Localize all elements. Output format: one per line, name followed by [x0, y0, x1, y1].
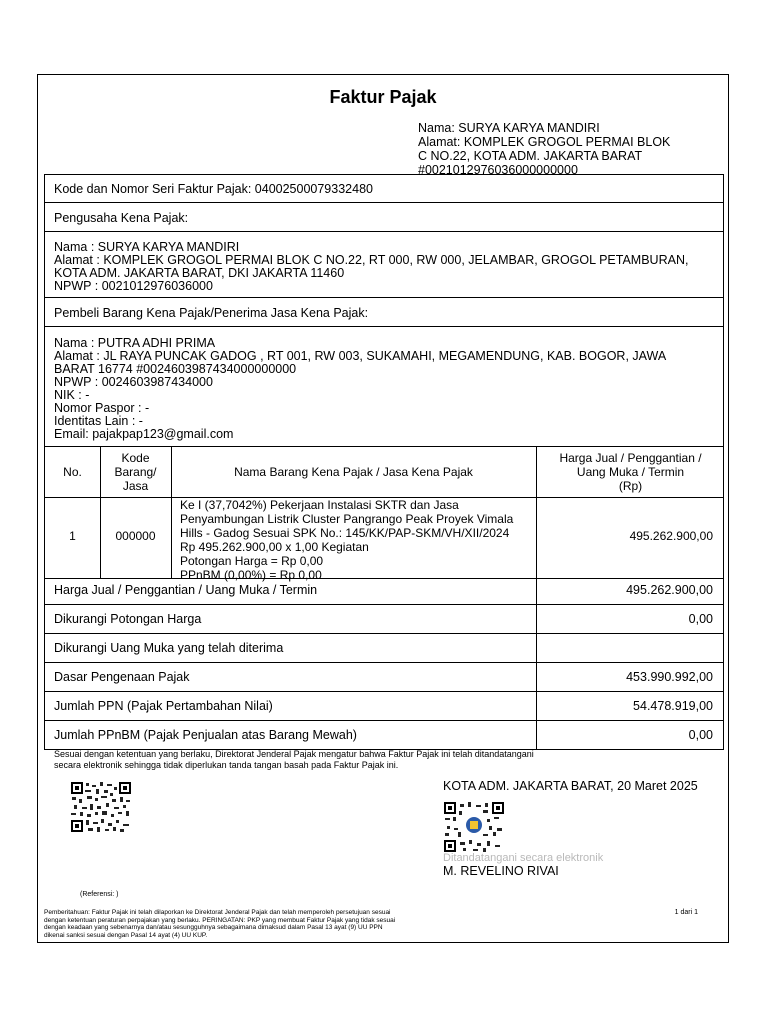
electronic-signature-note	[54, 749, 534, 771]
header-no: No.	[63, 465, 82, 479]
summary-row-discount	[44, 604, 724, 634]
seller-section-header	[44, 202, 724, 232]
row-description-line4: Rp 495.262.900,00 x 1,00 Kegiatan	[180, 540, 369, 554]
summary-label: Harga Jual / Penggantian / Uang Muka / Termin	[54, 583, 318, 597]
summary-label: Dasar Pengenaan Pajak	[54, 670, 190, 684]
serial-number-text: Kode dan Nomor Seri Faktur Pajak: 04002500079332480	[54, 182, 373, 196]
buyer-section-label: Pembeli Barang Kena Pajak/Penerima Jasa Kena Pajak:	[54, 306, 369, 320]
signature-place-date: KOTA ADM. JAKARTA BARAT, 20 Maret 2025	[443, 779, 698, 793]
seller-name: Nama : SURYA KARYA MANDIRI	[54, 240, 240, 254]
seller-section-label: Pengusaha Kena Pajak:	[54, 211, 189, 225]
footer-line2: dengan ketentuan peraturan perpajakan yang berlaku. PERINGATAN: PKP yang membuat Faktur Pajak yang tidak sesuai	[44, 916, 396, 924]
summary-row-tax-base	[44, 662, 724, 692]
seller-address-line1: Alamat : KOMPLEK GROGOL PERMAI BLOK C NO.22, RT 000, RW 000, JELAMBAR, GROGOL PETAMBURAN,	[54, 253, 689, 267]
row-item-code: 000000	[115, 529, 156, 543]
header-item-code	[100, 451, 171, 493]
summary-value: 54.478.919,00	[633, 699, 713, 713]
buyer-details	[44, 326, 724, 447]
row-description-line1: Ke I (37,7042%) Pekerjaan Instalasi SKTR dan Jasa	[180, 498, 459, 512]
buyer-nik: NIK : -	[54, 388, 90, 402]
column-divider	[536, 604, 537, 633]
row-description-line5: Potongan Harga = Rp 0,00	[180, 554, 324, 568]
summary-value: 0,00	[688, 612, 713, 626]
column-divider	[536, 720, 537, 749]
footer-line4: dikenai sanksi sesuai dengan Pasal 14 ayat (4) UU KUP.	[44, 931, 208, 939]
column-divider	[536, 691, 537, 720]
tax-invoice-page	[37, 74, 729, 943]
summary-label: Jumlah PPN (Pajak Pertambahan Nilai)	[54, 699, 273, 713]
buyer-address-line1: Alamat : JL RAYA PUNCAK GADOG , RT 001, RW 003, SUKAMAHI, MEGAMENDUNG, KAB. BOGOR, JAWA	[54, 349, 667, 363]
footer-notice	[44, 909, 464, 939]
buyer-passport: Nomor Paspor : -	[54, 401, 150, 415]
header-seller-info	[418, 121, 670, 177]
buyer-other-id: Identitas Lain : -	[54, 414, 143, 428]
row-description-line3: Hills - Gadog Sesuai SPK No.: 145/KK/PAP-SKM/VH/XII/2024	[180, 526, 510, 540]
qr-code-left-icon	[70, 781, 132, 833]
summary-row-price	[44, 575, 724, 605]
buyer-name: Nama : PUTRA ADHI PRIMA	[54, 336, 216, 350]
header-price-line2: Uang Muka / Termin	[576, 465, 685, 479]
summary-row-ppn	[44, 691, 724, 721]
seller-npwp: NPWP : 0021012976036000	[54, 279, 213, 293]
summary-row-ppnbm	[44, 720, 724, 750]
row-description	[180, 498, 513, 582]
column-divider	[536, 633, 537, 662]
seller-address-line2: KOTA ADM. JAKARTA BARAT, DKI JAKARTA 11460	[54, 266, 345, 280]
summary-label: Jumlah PPnBM (Pajak Penjualan atas Barang Mewah)	[54, 728, 357, 742]
document-title: Faktur Pajak	[329, 87, 437, 107]
footer-line1: Pemberitahuan: Faktur Pajak ini telah dilaporkan ke Direktorat Jenderal Pajak dan telah memperoleh persetujuan sesuai	[44, 909, 391, 916]
electronic-signature-label: Ditandatangani secara elektronik	[443, 852, 604, 864]
summary-row-down-payment	[44, 633, 724, 663]
header-price	[536, 451, 725, 493]
note-line1: Sesuai dengan ketentuan yang berlaku, Direktorat Jenderal Pajak mengatur bahwa Faktur Pajak ini telah ditandatangani	[54, 749, 534, 759]
column-divider	[536, 662, 537, 691]
header-seller-address-line1: Alamat: KOMPLEK GROGOL PERMAI BLOK	[418, 135, 671, 149]
summary-value: 0,00	[688, 728, 713, 742]
serial-number-row	[44, 174, 724, 203]
header-item-name: Nama Barang Kena Pajak / Jasa Kena Pajak	[234, 465, 473, 479]
row-description-line2: Penyambungan Listrik Cluster Pangrango Peak Proyek Vimala	[180, 512, 514, 526]
header-price-line3: (Rp)	[618, 479, 643, 493]
header-seller-code: #0021012976036000000000	[418, 163, 578, 177]
header-item-code-line3: Jasa	[122, 479, 149, 493]
goods-table	[44, 446, 724, 582]
note-line2: secara elektronik sehingga tidak diperlukan tanda tangan basah pada Faktur Pajak ini.	[54, 760, 399, 770]
buyer-address-line2: BARAT 16774 #0024603987434000000000	[54, 362, 297, 376]
summary-label: Dikurangi Potongan Harga	[54, 612, 202, 626]
buyer-section-header	[44, 297, 724, 327]
page-number: 1 dari 1	[674, 909, 698, 916]
qr-code-signature-icon	[443, 801, 505, 853]
summary-value: 495.262.900,00	[626, 583, 713, 597]
header-seller-address-line2: C NO.22, KOTA ADM. JAKARTA BARAT	[418, 149, 643, 163]
signatory-name: M. REVELINO RIVAI	[443, 864, 559, 878]
column-divider	[536, 575, 537, 604]
header-seller-name: Nama: SURYA KARYA MANDIRI	[418, 121, 600, 135]
buyer-npwp: NPWP : 0024603987434000	[54, 375, 213, 389]
buyer-email: Email: pajakpap123@gmail.com	[54, 427, 234, 441]
header-item-code-line1: Kode	[121, 451, 150, 465]
summary-label: Dikurangi Uang Muka yang telah diterima	[54, 641, 284, 655]
reference-text: (Referensi: )	[80, 891, 119, 898]
header-item-code-line2: Barang/	[114, 465, 157, 479]
row-amount: 495.262.900,00	[629, 529, 713, 543]
seller-details	[44, 231, 724, 298]
header-price-line1: Harga Jual / Penggantian /	[559, 451, 702, 465]
summary-value: 453.990.992,00	[626, 670, 713, 684]
row-description-line6: PPnBM (0,00%) = Rp 0,00	[180, 568, 322, 582]
row-no: 1	[69, 529, 76, 543]
footer-line3: dengan keadaan yang sebenarnya dan/atau sesungguhnya sebagaimana dimaksud dalam Pasal 13 ayat (9) UU PPN	[44, 924, 383, 931]
